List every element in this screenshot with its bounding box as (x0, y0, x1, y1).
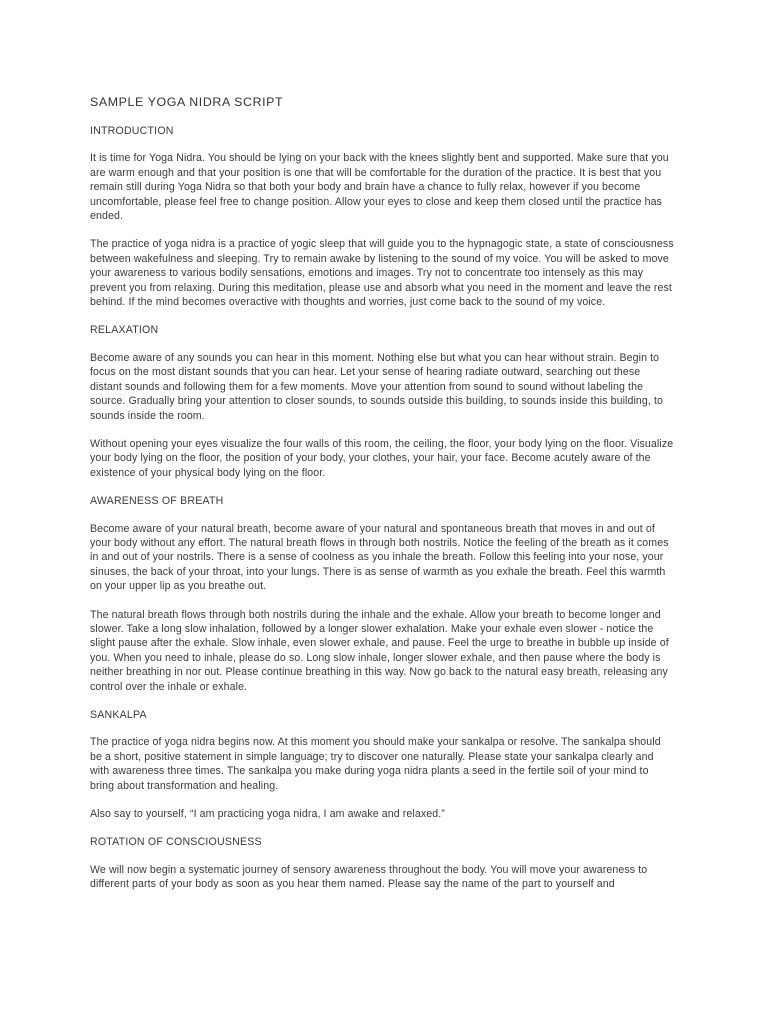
section-heading-awareness-of-breath: AWARENESS OF BREATH (90, 495, 224, 508)
document-body (90, 94, 675, 906)
paragraph: The natural breath flows through both nostrils during the inhale and the exhale. Allow your breath to become longer and slower. Take a long slow inhalation, followed by a longer slower exhalation. Make your exhale even slower - notice the slight pause after the exhale. Slow inhale, even slower exhale, and pause. Feel the urge to breathe in bubble up inside of you. When you need to inhale, please do so. Long slow inhale, longer slower exhale, and then pause where the body is neither breathing in nor out. Please continue breathing in this way. Now go back to the natural easy breath, releasing any control over the inhale or exhale. (90, 608, 669, 693)
paragraph: We will now begin a systematic journey of sensory awareness throughout the body. You will move your awareness to different parts of your body as soon as you hear them named. Please say the name of the part to yourself and (90, 863, 648, 891)
paragraph: Also say to yourself, “I am practicing yoga nidra, I am awake and relaxed.” (90, 808, 445, 821)
section-heading-relaxation: RELAXATION (90, 324, 159, 337)
section-heading-introduction: INTRODUCTION (90, 125, 174, 137)
paragraph: Become aware of your natural breath, become aware of your natural and spontaneous breath that moves in and out of your body without any effort. The natural breath flows in through both nostrils. Notice the feeling of the breath as it comes in and out of your nostrils. There is a sense of coolness as you inhale the breath. Follow this feeling into your nose, your sinuses, the back of your throat, into your lungs. There is as sense of warmth as you exhale the breath. Feel this warmth on your upper lip as you breathe out. (90, 522, 669, 593)
paragraph: Without opening your eyes visualize the four walls of this room, the ceiling, the floor, your body lying on the floor. Visualize your body lying on the floor, the position of your body, your clothes, your hair, your face. Become acutely aware of the existence of your physical body lying on the floor. (90, 437, 674, 479)
document-title: SAMPLE YOGA NIDRA SCRIPT (90, 95, 284, 109)
paragraph: The practice of yoga nidra is a practice of yogic sleep that will guide you to the hypnagogic state, a state of consciousness between wakefulness and sleeping. Try to remain awake by listening to the sound of my voice. You will be asked to move your awareness to various bodily sensations, emotions and images. Try not to concentrate too intensely as this may prevent you from relaxing. During this meditation, please use and absorb what you need in the moment and leave the rest behind. If the mind becomes overactive with thoughts and worries, just come back to the sound of my voice. (90, 238, 674, 309)
paragraph: The practice of yoga nidra begins now. At this moment you should make your sankalpa or resolve. The sankalpa should be a short, positive statement in simple language; try to discover one naturally. Please state your sankalpa clearly and with awareness three times. The sankalpa you make during yoga nidra plants a seed in the fertile soil of your mind to bring about transformation and healing. (90, 736, 661, 792)
section-heading-sankalpa: SANKALPA (90, 709, 147, 721)
paragraph: Become aware of any sounds you can hear in this moment. Nothing else but what you can hear without strain. Begin to focus on the most distant sounds that you can hear. Let your sense of hearing radiate outward, searching out these distant sounds and following them for a few moments. Move your attention from sound to sound without labeling the source. Gradually bring your attention to closer sounds, to sounds outside this building, to sounds inside this building, to sounds inside the room. (90, 351, 664, 422)
paragraph: It is time for Yoga Nidra. You should be lying on your back with the knees slightly bent and supported. Make sure that you are warm enough and that your position is one that will be comfortable for the duration of the practice. It is best that you remain still during Yoga Nidra so that both your body and brain have a chance to fully relax, however if you become uncomfortable, please feel free to change position. Allow your eyes to close and keep them closed until the practice has ended. (90, 152, 669, 223)
section-heading-rotation-of-consciousness: ROTATION OF CONSCIOUSNESS (90, 836, 262, 849)
